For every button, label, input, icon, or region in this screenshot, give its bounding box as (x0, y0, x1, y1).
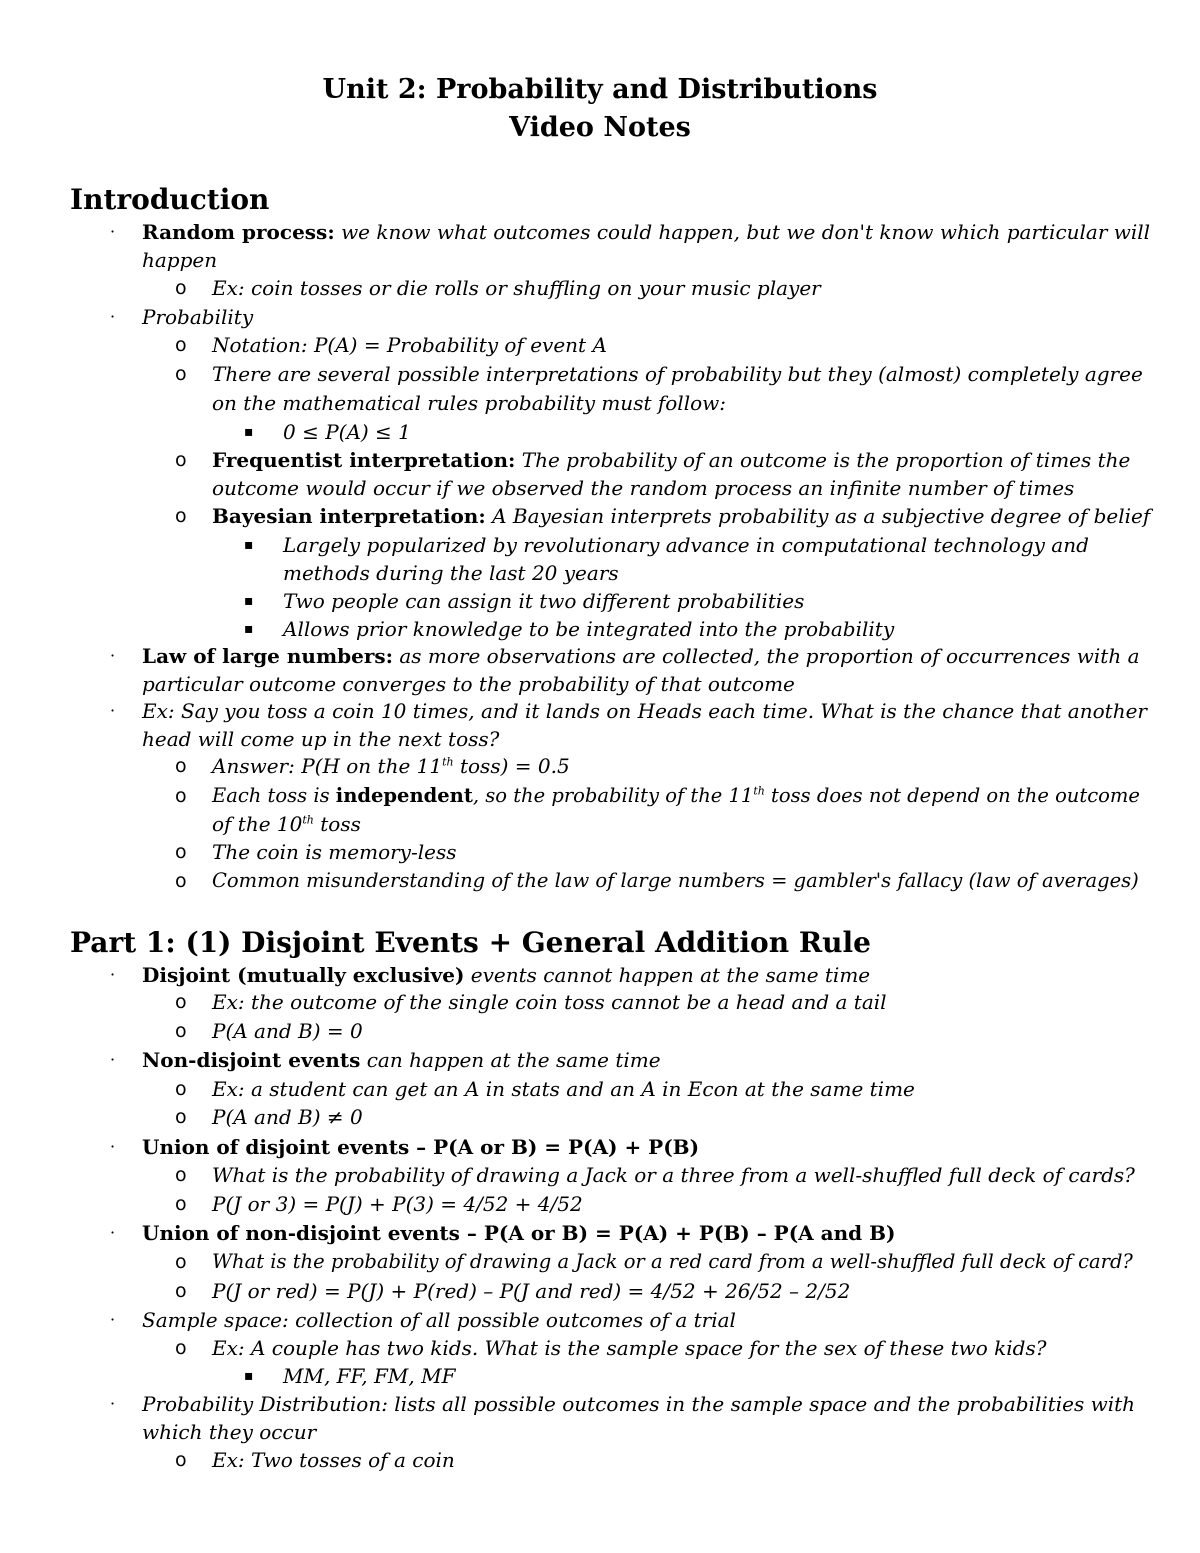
list-item-continuation: particular outcome converges to the probability of that outcome (142, 672, 795, 696)
term-independent: independent (335, 784, 473, 807)
sub-sub-item-bayes-two-people: Two people can assign it two different probabilities (283, 589, 805, 613)
list-item-probability: Probability (142, 305, 254, 329)
sub-item-continuation (212, 810, 361, 838)
sub-item-disjoint-equation: P(A and B) = 0 (212, 1019, 363, 1043)
sub-item-non-disjoint-example: Ex: a student can get an A in stats and an A in Econ at the same time (212, 1077, 915, 1101)
independent-text-5: toss (313, 812, 361, 836)
square-bullet-marker: ▪ (244, 593, 254, 609)
term-disjoint: Disjoint (mutually exclusive) (142, 963, 465, 987)
list-item-law-of-large-numbers (142, 642, 1140, 670)
sub-bullet-marker: o (175, 449, 187, 471)
definition-non-disjoint: can happen at the same time (360, 1048, 661, 1072)
definition-random-process: we know what outcomes could happen, but we don't know which particular will (341, 220, 1151, 244)
term-non-disjoint: Non-disjoint events (142, 1048, 361, 1072)
sub-bullet-marker: o (175, 334, 187, 356)
sub-item-union-non-disjoint-answer: P(J or red) = P(J) + P(red) – P(J and red) = 4/52 + 26/52 – 2/52 (212, 1279, 851, 1303)
sub-bullet-marker: o (175, 1164, 187, 1186)
term-frequentist: Frequentist interpretation: (212, 448, 516, 472)
sub-bullet-marker: o (175, 505, 187, 527)
definition-frequentist: The probability of an outcome is the proportion of times the (521, 448, 1131, 472)
document-subtitle: Video Notes (509, 112, 691, 143)
sub-item-random-example: Ex: coin tosses or die rolls or shuffling on your music player (212, 276, 821, 300)
list-item-random-process (142, 218, 1150, 246)
sub-bullet-marker: o (175, 1449, 187, 1471)
sub-sub-item-bayes-popularized: Largely popularized by revolutionary advance in computational technology and (283, 533, 1089, 557)
independent-text-2: , so the probability of the 11 (472, 784, 754, 807)
list-item-union-non-disjoint: Union of non-disjoint events – P(A or B) = P(A) + P(B) – P(A and B) (142, 1221, 896, 1245)
sub-sub-item-bayes-prior: Allows prior knowledge to be integrated into the probability (283, 617, 895, 641)
sub-bullet-marker: o (175, 1106, 187, 1128)
section-heading-part-1: Part 1: (1) Disjoint Events + General Addition Rule (70, 926, 871, 959)
sub-bullet-marker: o (175, 1020, 187, 1042)
list-item-probability-distribution: Probability Distribution: lists all possible outcomes in the sample space and the probabilities with (142, 1392, 1136, 1416)
bullet-marker: · (110, 646, 116, 665)
sub-item-gamblers-fallacy: Common misunderstanding of the law of large numbers = gambler's fallacy (law of averages) (212, 869, 1139, 892)
answer-text: Answer: P(H on the 11 (212, 754, 443, 778)
sub-sub-item-sample-answer: MM, FF, FM, MF (283, 1364, 456, 1388)
ordinal-suffix: th (302, 813, 314, 827)
sub-bullet-marker: o (175, 755, 187, 777)
sub-item-notation: Notation: P(A) = Probability of event A (212, 333, 607, 357)
sub-bullet-marker: o (175, 363, 187, 385)
section-heading-introduction: Introduction (70, 183, 270, 216)
bullet-marker: · (110, 1050, 116, 1069)
bullet-marker: · (110, 1137, 116, 1156)
definition-bayesian: A Bayesian interprets probability as a subjective degree of belief (492, 504, 1151, 528)
sub-bullet-marker: o (175, 841, 187, 863)
sub-sub-item-range: 0 ≤ P(A) ≤ 1 (283, 420, 411, 444)
square-bullet-marker: ▪ (244, 1368, 254, 1384)
sub-item-non-disjoint-equation: P(A and B) ≠ 0 (212, 1105, 363, 1129)
sub-item-union-disjoint-answer: P(J or 3) = P(J) + P(3) = 4/52 + 4/52 (212, 1192, 583, 1216)
list-item-disjoint (142, 961, 870, 989)
definition-disjoint: events cannot happen at the same time (464, 963, 871, 987)
sub-bullet-marker: o (175, 991, 187, 1013)
sub-item-answer (212, 752, 570, 780)
sub-item-sample-example: Ex: A couple has two kids. What is the sample space for the sex of these two kids? (212, 1336, 1047, 1360)
sub-item-interpretations: There are several possible interpretations of probability but they (almost) completely agree (212, 362, 1143, 386)
bullet-marker: · (110, 965, 116, 984)
independent-text: Each toss is (212, 784, 336, 807)
bullet-marker: · (110, 1310, 116, 1329)
list-item-continuation: happen (142, 248, 218, 272)
sub-bullet-marker: o (175, 277, 187, 299)
term-bayesian: Bayesian interpretation: (212, 504, 486, 528)
list-item-union-disjoint: Union of disjoint events – P(A or B) = P(A) + P(B) (142, 1135, 700, 1159)
sub-item-union-non-disjoint-question: What is the probability of drawing a Jack or a red card from a well-shuffled full deck of card? (212, 1250, 1133, 1273)
sub-sub-item-continuation: methods during the last 20 years (283, 561, 619, 585)
sub-item-union-disjoint-question: What is the probability of drawing a Jack or a three from a well-shuffled full deck of cards? (212, 1163, 1135, 1187)
document-title: Unit 2: Probability and Distributions (322, 74, 878, 105)
bullet-marker: · (110, 1223, 116, 1242)
list-item-coin-example: Ex: Say you toss a coin 10 times, and it lands on Heads each time. What is the chance that another (142, 699, 1147, 723)
term-random-process: Random process: (142, 220, 335, 244)
list-item-sample-space: Sample space: collection of all possible outcomes of a trial (142, 1308, 736, 1332)
sub-item-independent (212, 782, 1140, 810)
sub-item-continuation: outcome would occur if we observed the random process an infinite number of times (212, 476, 1075, 500)
square-bullet-marker: ▪ (244, 537, 254, 553)
answer-text-end: toss) = 0.5 (453, 754, 570, 778)
sub-item-disjoint-example: Ex: the outcome of the single coin toss cannot be a head and a tail (212, 990, 887, 1014)
square-bullet-marker: ▪ (244, 621, 254, 637)
sub-bullet-marker: o (175, 1280, 187, 1302)
sub-item-frequentist (212, 446, 1130, 474)
sub-bullet-marker: o (175, 1078, 187, 1100)
ordinal-suffix: th (753, 784, 765, 798)
sub-item-distribution-example: Ex: Two tosses of a coin (212, 1448, 455, 1472)
sub-item-continuation: on the mathematical rules probability must follow: (212, 391, 726, 415)
bullet-marker: · (110, 222, 116, 241)
ordinal-suffix: th (442, 755, 454, 769)
sub-bullet-marker: o (175, 1251, 187, 1273)
bullet-marker: · (110, 307, 116, 326)
sub-item-memoryless: The coin is memory-less (212, 840, 457, 864)
bullet-marker: · (110, 1394, 116, 1413)
bullet-marker: · (110, 701, 116, 720)
independent-text-4: of the 10 (212, 812, 303, 836)
definition-law-of-large-numbers: as more observations are collected, the proportion of occurrences with a (399, 644, 1140, 668)
sub-bullet-marker: o (175, 785, 187, 807)
square-bullet-marker: ▪ (244, 424, 254, 440)
sub-bullet-marker: o (175, 1337, 187, 1359)
sub-item-bayesian (212, 502, 1150, 530)
list-item-continuation: head will come up in the next toss? (142, 727, 500, 751)
term-law-of-large-numbers: Law of large numbers: (142, 644, 394, 668)
independent-text-3: toss does not depend on the outcome (764, 784, 1140, 807)
list-item-continuation: which they occur (142, 1420, 317, 1444)
sub-bullet-marker: o (175, 1193, 187, 1215)
sub-bullet-marker: o (175, 870, 187, 892)
list-item-non-disjoint (142, 1046, 661, 1074)
